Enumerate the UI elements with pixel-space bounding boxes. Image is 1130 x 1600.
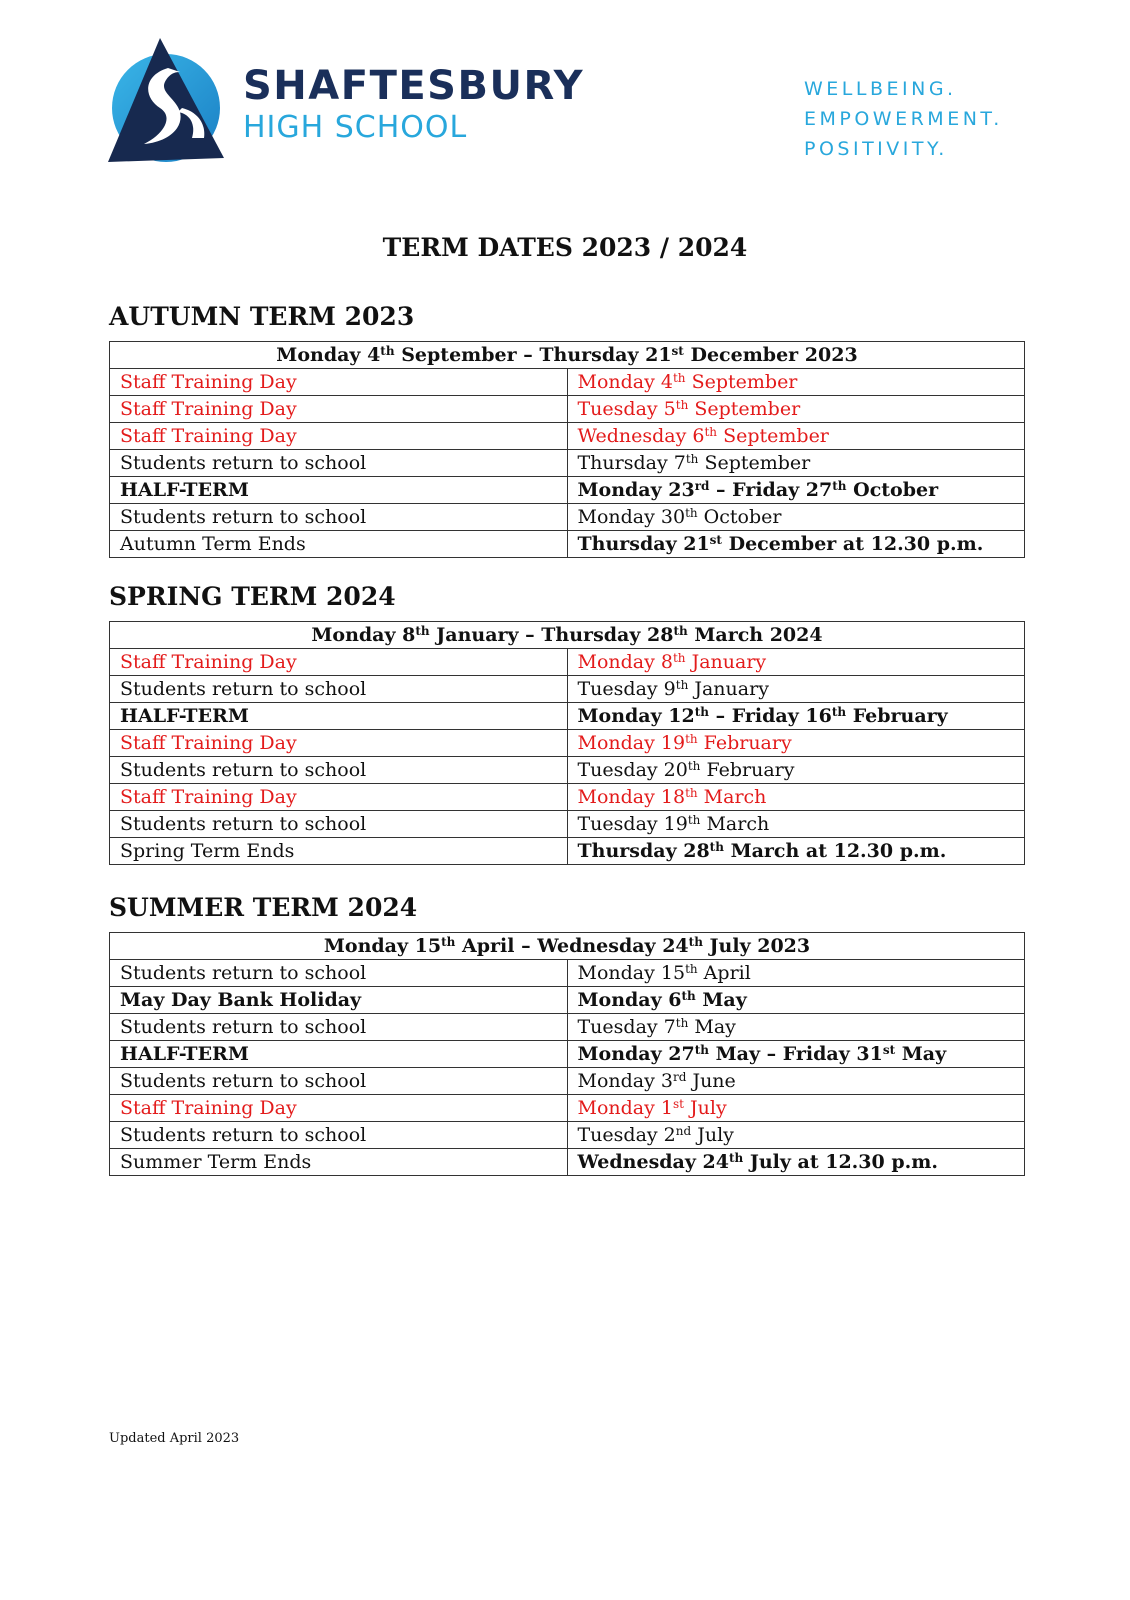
date-cell: Monday 8th January — [567, 649, 1025, 676]
date-cell: Monday 3rd June — [567, 1068, 1025, 1095]
date-cell: Wednesday 6th September — [567, 423, 1025, 450]
date-cell: Monday 27th May – Friday 31st May — [567, 1041, 1025, 1068]
event-cell: Staff Training Day — [110, 423, 568, 450]
school-name-line1: SHAFTESBURY — [243, 63, 585, 109]
motto-line: EMPOWERMENT. — [804, 108, 1003, 130]
date-cell: Tuesday 19th March — [567, 811, 1025, 838]
table-row — [110, 369, 1025, 396]
school-logo — [108, 38, 226, 176]
term-heading-summer: SUMMER TERM 2024 — [109, 893, 418, 922]
school-name-line2: HIGH SCHOOL — [243, 110, 468, 145]
date-cell: Monday 12th – Friday 16th February — [567, 703, 1025, 730]
event-cell: Spring Term Ends — [110, 838, 568, 865]
event-cell: Students return to school — [110, 757, 568, 784]
page-title: TERM DATES 2023 / 2024 — [382, 233, 748, 262]
date-cell: Monday 30th October — [567, 504, 1025, 531]
date-cell: Tuesday 5th September — [567, 396, 1025, 423]
term-span: Monday 15th April – Wednesday 24th July 2023 — [110, 933, 1025, 960]
motto-line: POSITIVITY. — [804, 138, 948, 160]
date-cell: Tuesday 9th January — [567, 676, 1025, 703]
table-row — [110, 1041, 1025, 1068]
footer-updated: Updated April 2023 — [109, 1431, 240, 1446]
term-table-spring — [109, 621, 1025, 865]
table-row — [110, 477, 1025, 504]
date-cell: Monday 1st July — [567, 1095, 1025, 1122]
term-span-row — [110, 622, 1025, 649]
date-cell: Thursday 28th March at 12.30 p.m. — [567, 838, 1025, 865]
date-cell: Tuesday 2nd July — [567, 1122, 1025, 1149]
date-cell: Monday 19th February — [567, 730, 1025, 757]
date-cell: Wednesday 24th July at 12.30 p.m. — [567, 1149, 1025, 1176]
event-cell: Staff Training Day — [110, 784, 568, 811]
event-cell: Staff Training Day — [110, 730, 568, 757]
date-cell: Monday 6th May — [567, 987, 1025, 1014]
school-motto — [804, 74, 1003, 164]
event-cell: HALF-TERM — [110, 1041, 568, 1068]
table-row — [110, 396, 1025, 423]
table-row — [110, 757, 1025, 784]
table-row — [110, 1068, 1025, 1095]
term-span: Monday 8th January – Thursday 28th March 2024 — [110, 622, 1025, 649]
table-row — [110, 784, 1025, 811]
table-row — [110, 676, 1025, 703]
date-cell: Tuesday 7th May — [567, 1014, 1025, 1041]
event-cell: Summer Term Ends — [110, 1149, 568, 1176]
table-row — [110, 1014, 1025, 1041]
term-heading-spring: SPRING TERM 2024 — [109, 582, 396, 611]
school-name — [243, 63, 585, 145]
term-span-row — [110, 933, 1025, 960]
event-cell: Students return to school — [110, 450, 568, 477]
table-row — [110, 504, 1025, 531]
table-row — [110, 423, 1025, 450]
date-cell: Thursday 21st December at 12.30 p.m. — [567, 531, 1025, 558]
table-row — [110, 960, 1025, 987]
event-cell: HALF-TERM — [110, 477, 568, 504]
date-cell: Monday 23rd – Friday 27th October — [567, 477, 1025, 504]
table-row — [110, 649, 1025, 676]
table-row — [110, 703, 1025, 730]
table-row — [110, 730, 1025, 757]
table-row — [110, 1149, 1025, 1176]
event-cell: Students return to school — [110, 504, 568, 531]
event-cell: Students return to school — [110, 1014, 568, 1041]
event-cell: Students return to school — [110, 1122, 568, 1149]
term-span: Monday 4th September – Thursday 21st December 2023 — [110, 342, 1025, 369]
date-cell: Monday 4th September — [567, 369, 1025, 396]
date-cell: Monday 15th April — [567, 960, 1025, 987]
event-cell: Staff Training Day — [110, 396, 568, 423]
table-row — [110, 1122, 1025, 1149]
event-cell: Autumn Term Ends — [110, 531, 568, 558]
table-row — [110, 987, 1025, 1014]
event-cell: HALF-TERM — [110, 703, 568, 730]
event-cell: Students return to school — [110, 676, 568, 703]
event-cell: May Day Bank Holiday — [110, 987, 568, 1014]
event-cell: Staff Training Day — [110, 369, 568, 396]
event-cell: Staff Training Day — [110, 649, 568, 676]
event-cell: Students return to school — [110, 1068, 568, 1095]
event-cell: Staff Training Day — [110, 1095, 568, 1122]
term-table-autumn — [109, 341, 1025, 558]
date-cell: Tuesday 20th February — [567, 757, 1025, 784]
event-cell: Students return to school — [110, 960, 568, 987]
table-row — [110, 450, 1025, 477]
table-row — [110, 811, 1025, 838]
table-row — [110, 838, 1025, 865]
term-table-summer — [109, 932, 1025, 1176]
event-cell: Students return to school — [110, 811, 568, 838]
table-row — [110, 1095, 1025, 1122]
date-cell: Thursday 7th September — [567, 450, 1025, 477]
date-cell: Monday 18th March — [567, 784, 1025, 811]
motto-line: WELLBEING. — [804, 78, 957, 100]
term-heading-autumn: AUTUMN TERM 2023 — [109, 302, 415, 331]
term-span-row — [110, 342, 1025, 369]
table-row — [110, 531, 1025, 558]
